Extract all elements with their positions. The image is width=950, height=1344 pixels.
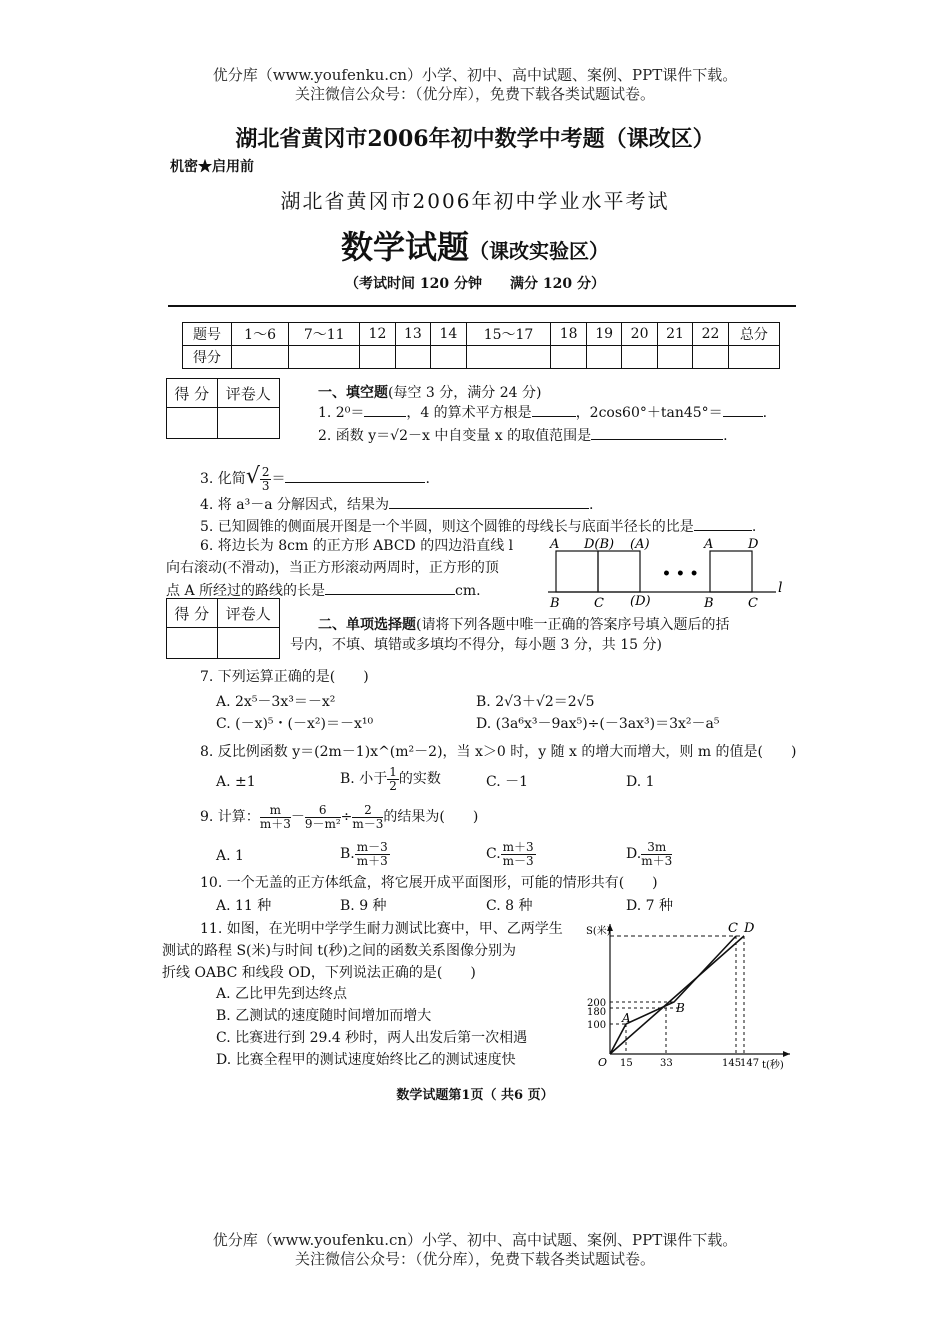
label-bottom-paren-D: (D) (630, 594, 651, 609)
q3-fraction-den: 3 (261, 478, 270, 493)
q7-option-d[interactable]: D. (3a⁶x³－9ax⁵)÷(－3ax³)＝3x²－a⁵ (476, 716, 720, 732)
square-3 (710, 551, 752, 592)
q10-option-b[interactable]: B. 9 种 (340, 898, 387, 914)
score-cell (622, 346, 657, 369)
label-top-paren-A: (A) (630, 537, 650, 552)
score-col: 总分 (728, 323, 779, 346)
q3-eq: ＝ (271, 471, 286, 487)
point-C: C (728, 921, 738, 936)
q3-fraction-num: 2 (261, 464, 270, 479)
q1-end: . (762, 405, 768, 421)
q10-option-c[interactable]: C. 8 种 (486, 898, 533, 914)
grader-score-cell (167, 628, 218, 659)
origin-label: O (598, 1056, 608, 1069)
x-tick-33: 33 (660, 1058, 673, 1069)
x-tick-147: 147 (740, 1058, 760, 1069)
point-A: A (622, 1011, 631, 1025)
q4-text: 4. 将 a³－a 分解因式，结果为 (200, 497, 390, 513)
q8-b-den: 2 (389, 778, 397, 793)
grader-reviewer-label: 评卷人 (217, 379, 279, 408)
y-tick-180: 180 (587, 1007, 607, 1018)
score-table-header-row (183, 323, 780, 346)
point-B: B (676, 1001, 685, 1015)
q9-b-den: m＋3 (356, 853, 388, 868)
q11-option-b[interactable]: B. 乙测试的速度随时间增加而增大 (216, 1008, 432, 1024)
score-cell (728, 346, 779, 369)
site-header-line2: 关注微信公众号：（优分库），免费下载各类试题试卷。 (294, 85, 655, 103)
q6-rolling-square-figure (540, 534, 790, 612)
answer-blank[interactable] (532, 402, 576, 417)
label-bottom-B2: B (704, 596, 714, 611)
document-title: 湖北省黄冈市2006年初中数学中考题（课改区） (235, 126, 715, 152)
q11-option-a[interactable]: A. 乙比甲先到达终点 (216, 986, 348, 1002)
score-cell (586, 346, 621, 369)
x-axis-label: t(秒) (762, 1060, 784, 1071)
q2-end: . (723, 428, 728, 444)
q6-text: 点 A 所经过的路线的长是 (166, 583, 326, 599)
q11-option-c[interactable]: C. 比赛进行到 29.4 秒时，两人出发后第一次相遇 (216, 1030, 528, 1046)
q10-option-d[interactable]: D. 7 种 (626, 898, 673, 914)
point-D: D (744, 921, 755, 936)
question-4 (200, 494, 593, 515)
score-col: 20 (622, 323, 657, 346)
q5-end: . (751, 519, 757, 535)
q4-end: . (589, 497, 594, 513)
q9-stem (200, 801, 478, 833)
q7-option-b[interactable]: B. 2√3＋√2＝2√5 (476, 694, 595, 710)
q11-distance-time-graph (586, 918, 800, 1072)
q9-f1-den: m＋3 (259, 816, 291, 831)
q1-part-a: 1. 2⁰＝ (318, 405, 365, 421)
q9-option-b[interactable] (340, 838, 390, 870)
y-tick-100: 100 (587, 1020, 607, 1031)
score-cell (551, 346, 586, 369)
score-cell (360, 346, 395, 369)
q11-line3: 折线 OABC 和线段 OD，下列说法正确的是( ) (162, 965, 476, 981)
grader-score-cell (167, 408, 218, 439)
section2-title: 二、单项选择题 (318, 617, 416, 633)
x-tick-15: 15 (620, 1058, 633, 1069)
q7-option-a[interactable]: A. 2x⁵－3x³＝－x² (216, 694, 336, 710)
q9-f2-den: 9－m² (304, 816, 341, 831)
answer-blank[interactable] (325, 580, 455, 595)
q9-f3-num: 2 (352, 804, 383, 818)
q9-d-den: m＋3 (641, 853, 673, 868)
q9-b-label: B. (340, 846, 355, 862)
q7-option-c[interactable]: C. (－x)⁵・(－x²)＝－x¹⁰ (216, 716, 374, 732)
q8-option-b[interactable] (340, 764, 441, 794)
q9-op1: － (290, 809, 305, 825)
square-1 (556, 551, 598, 592)
q9-c-num: m＋3 (502, 839, 534, 854)
score-row1-label: 题号 (183, 323, 232, 346)
score-table (182, 322, 780, 369)
q9-option-c[interactable] (486, 838, 536, 870)
q11-line2: 测试的路程 S(米)与时间 t(秒)之间的函数关系图像分别为 (162, 943, 516, 959)
site-footer-line1: 优分库（www.youfenku.cn）小学、初中、高中试题、案例、PPT课件下载。 (212, 1231, 738, 1249)
q8-option-c[interactable]: C. －1 (486, 774, 529, 790)
q10-stem: 10. 一个无盖的正方体纸盒，将它展开成平面图形，可能的情形共有( ) (200, 875, 658, 891)
q8-option-d[interactable]: D. 1 (626, 774, 655, 790)
q7-stem: 7. 下列运算正确的是( ) (200, 669, 369, 685)
grader-reviewer-cell (217, 408, 279, 439)
title-divider (168, 305, 796, 307)
section1-note: (每空 3 分，满分 24 分) (388, 385, 542, 401)
score-col: 1～6 (232, 323, 289, 346)
q9-d-label: D. (626, 846, 642, 862)
score-col: 14 (431, 323, 466, 346)
section2-note-2: 号内，不填、填错或多填均不得分，每小题 3 分，共 15 分) (290, 637, 662, 653)
subject-note: （课改实验区） (469, 239, 609, 263)
y-axis-label: S(米) (586, 926, 611, 937)
q8-stem: 8. 反比例函数 y＝(2m－1)x^(m²－2)，当 x＞0 时，y 随 x 的增大而增大，则 m 的值是( ) (200, 744, 797, 760)
answer-blank[interactable] (591, 425, 723, 440)
score-col: 18 (551, 323, 586, 346)
score-table-score-row (183, 346, 780, 369)
q10-option-a[interactable]: A. 11 种 (216, 898, 272, 914)
site-header-line1: 优分库（www.youfenku.cn）小学、初中、高中试题、案例、PPT课件下载。 (212, 66, 738, 84)
x-axis-arrow (783, 1051, 790, 1057)
q1-part-c: ，2cos60°＋tan45°＝ (575, 405, 723, 421)
score-col: 21 (657, 323, 692, 346)
label-top-D: D (748, 537, 759, 552)
label-top-A2: A (704, 537, 714, 552)
score-col: 13 (395, 323, 430, 346)
question-1 (318, 402, 767, 423)
q11-line1: 11. 如图，在光明中学学生耐力测试比赛中，甲、乙两学生 (200, 921, 563, 937)
label-bottom-C: C (594, 596, 604, 611)
exam-title: 湖北省黄冈市2006年初中学业水平考试 (280, 189, 670, 213)
q8-b-post: 的实数 (398, 771, 441, 787)
score-col: 19 (586, 323, 621, 346)
grader-box-1 (166, 378, 280, 439)
score-cell (657, 346, 692, 369)
line-OD (610, 936, 744, 1054)
grader-reviewer-cell (217, 628, 279, 659)
site-footer-line2: 关注微信公众号：（优分库），免费下载各类试题试卷。 (294, 1250, 655, 1268)
question-3: 3. 化简√ $\frac{2}{3}$ ＝ . (200, 464, 430, 493)
q6-unit: cm. (455, 583, 481, 599)
q9-c-label: C. (486, 846, 501, 862)
score-cell (289, 346, 360, 369)
section2-note-1: (请将下列各题中唯一正确的答案序号填入题后的括 (416, 617, 730, 633)
q9-b-num: m－3 (356, 839, 388, 854)
score-cell (693, 346, 728, 369)
x-tick-145: 145 (722, 1058, 742, 1069)
subject-title: 数学试题 (340, 228, 469, 266)
q8-option-a[interactable]: A. ±1 (216, 774, 256, 790)
score-cell (395, 346, 430, 369)
q8-b-pre: B. 小于 (340, 771, 388, 787)
q3-end: . (425, 471, 430, 487)
grader-box-2 (166, 598, 280, 659)
question-6-line2: 向右滚动(不滑动)，当正方形滚动两周时，正方形的顶 (166, 560, 499, 576)
label-line-l: l (778, 580, 783, 596)
q9-option-d[interactable] (626, 838, 672, 870)
secret-label: 机密★启用前 (170, 159, 254, 175)
label-top-DB: D(B) (584, 537, 615, 552)
label-bottom-B: B (550, 596, 560, 611)
q3-text: 3. 化简 (200, 471, 246, 487)
score-cell (431, 346, 466, 369)
score-col: 12 (360, 323, 395, 346)
q9-post: 的结果为( ) (383, 809, 479, 825)
q8-b-num: 1 (389, 764, 397, 779)
grader-score-label: 得 分 (167, 379, 218, 408)
label-top-A: A (550, 537, 560, 552)
q9-c-den: m－3 (502, 853, 534, 868)
answer-blank[interactable] (389, 494, 589, 509)
question-2 (318, 425, 728, 446)
q9-pre: 9. 计算： (200, 809, 260, 825)
page-number-footer: 数学试题第1页（ 共6 页） (396, 1088, 554, 1103)
score-col: 22 (693, 323, 728, 346)
answer-blank[interactable] (364, 402, 406, 417)
exam-info: （考试时间 120 分钟 满分 120 分） (345, 276, 605, 292)
y-tick-200: 200 (587, 998, 607, 1009)
q9-f3-den: m－3 (352, 816, 384, 831)
question-6-line1: 6. 将边长为 8cm 的正方形 ABCD 的四边沿直线 l (200, 538, 514, 554)
q9-f2-num: 6 (305, 804, 341, 818)
score-cell (232, 346, 289, 369)
grader-reviewer-label: 评卷人 (217, 599, 279, 628)
q5-text: 5. 已知圆锥的侧面展开图是一个半圆，则这个圆锥的母线长与底面半径长的比是 (200, 519, 694, 535)
q9-option-a[interactable]: A. 1 (216, 848, 244, 864)
grader-score-label: 得 分 (167, 599, 218, 628)
square-2 (598, 551, 640, 592)
score-col: 7～11 (289, 323, 360, 346)
label-bottom-C2: C (748, 596, 758, 611)
section1-title: 一、填空题 (318, 385, 388, 401)
ellipsis-dots: • • • (662, 566, 699, 582)
score-row2-label: 得分 (183, 346, 232, 369)
q9-d-num: 3m (641, 841, 672, 855)
answer-blank[interactable] (285, 468, 425, 483)
score-cell (466, 346, 551, 369)
q11-option-d[interactable]: D. 比赛全程甲的测试速度始终比乙的测试速度快 (216, 1052, 516, 1068)
q1-part-b: ，4 的算术平方根是 (406, 405, 532, 421)
answer-blank[interactable] (694, 516, 752, 531)
q2-text: 2. 函数 y＝√2－x 中自变量 x 的取值范围是 (318, 428, 592, 444)
answer-blank[interactable] (723, 402, 763, 417)
q9-op2: ÷ (340, 809, 353, 825)
score-col: 15～17 (466, 323, 551, 346)
q9-f1-num: m (260, 804, 291, 818)
